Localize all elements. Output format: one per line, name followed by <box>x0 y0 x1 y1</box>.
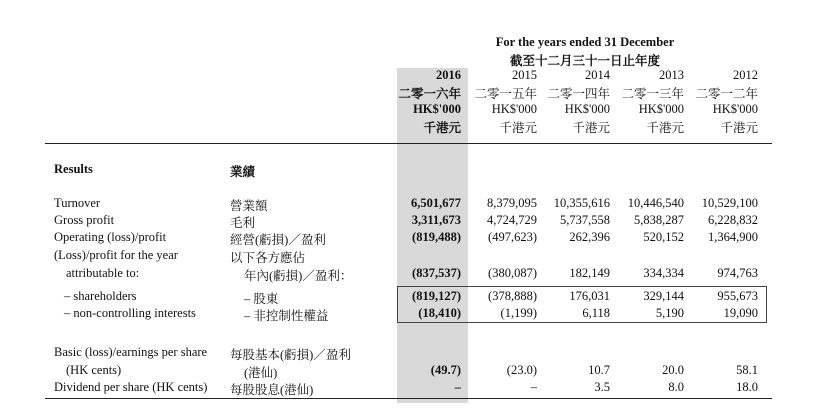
row-label-zh: 以下各方應佔 <box>230 251 306 265</box>
table-cell: 6,118 <box>582 306 610 320</box>
table-cell: (819,127) <box>412 289 461 303</box>
table-cell: 262,396 <box>569 230 610 244</box>
table-cell: (23.0) <box>506 363 537 377</box>
table-cell: 3,311,673 <box>411 213 461 227</box>
table-cell: (1,199) <box>500 306 537 320</box>
column-header-year: 2012 <box>733 68 758 82</box>
row-label-en: – shareholders <box>64 289 137 303</box>
column-header-unit: HK$'000 <box>638 102 684 116</box>
row-label-en: (HK cents) <box>66 363 122 377</box>
table-cell: 8,379,095 <box>487 196 537 210</box>
column-header-unit: HK$'000 <box>712 102 758 116</box>
table-cell: 3.5 <box>594 380 610 394</box>
table-cell: 10,529,100 <box>701 196 758 210</box>
table-cell: (837,537) <box>412 266 461 280</box>
column-header-year: 2016 <box>436 68 461 82</box>
table-cell: (378,888) <box>488 289 537 303</box>
row-label-zh: – 非控制性權益 <box>244 309 329 323</box>
table-cell: (497,623) <box>488 230 537 244</box>
table-cell: (819,488) <box>412 230 461 244</box>
table-cell: 334,334 <box>643 266 684 280</box>
attributable-breakdown-box <box>397 286 767 323</box>
period-heading-en: For the years ended 31 December <box>495 35 675 49</box>
column-header-unit: HK$'000 <box>413 102 461 116</box>
table-cell: (49.7) <box>430 363 461 377</box>
column-header-unit-zh: 千港元 <box>572 121 610 135</box>
section-title-zh: 業績 <box>230 165 256 179</box>
table-cell: 5,838,287 <box>634 213 684 227</box>
section-title-en: Results <box>54 162 93 176</box>
column-header-year-zh: 二零一四年 <box>547 87 610 101</box>
column-header-year-zh: 二零一二年 <box>695 87 758 101</box>
table-cell: 10,355,616 <box>553 196 610 210</box>
table-cell: 6,501,677 <box>411 196 461 210</box>
column-header-unit: HK$'000 <box>491 102 537 116</box>
row-label-en: Gross profit <box>54 213 115 227</box>
row-label-zh: (港仙) <box>244 366 278 380</box>
row-label-en: Basic (loss)/earnings per share <box>54 345 208 359</box>
column-header-unit-zh: 千港元 <box>720 121 758 135</box>
table-cell: 974,763 <box>717 266 758 280</box>
table-cell: 8.0 <box>668 380 684 394</box>
row-label-en: – non-controlling interests <box>64 306 196 320</box>
table-cell: – <box>530 380 537 394</box>
column-header-year: 2014 <box>585 68 610 82</box>
table-cell: 18.0 <box>736 380 758 394</box>
table-cell: 5,190 <box>655 306 684 320</box>
column-header-year-zh: 二零一三年 <box>621 87 684 101</box>
row-label-en: Operating (loss)/profit <box>54 230 167 244</box>
column-header-unit-zh: 千港元 <box>646 121 684 135</box>
table-cell: 182,149 <box>569 266 610 280</box>
column-header-unit-zh: 千港元 <box>423 121 461 135</box>
row-label-zh: 毛利 <box>230 216 256 230</box>
row-label-zh: 每股基本(虧損)／盈利 <box>230 348 351 362</box>
row-label-en: Turnover <box>54 196 101 210</box>
column-header-year-zh: 二零一五年 <box>474 87 537 101</box>
column-header-unit-zh: 千港元 <box>499 121 537 135</box>
bottom-rule <box>45 398 772 399</box>
column-header-year: 2015 <box>512 68 537 82</box>
table-cell: 58.1 <box>736 363 758 377</box>
table-cell: 5,737,558 <box>560 213 610 227</box>
table-cell: 10.7 <box>588 363 610 377</box>
header-rule <box>45 143 772 144</box>
row-label-en: Dividend per share (HK cents) <box>54 380 208 394</box>
period-heading-zh: 截至十二月三十一日止年度 <box>509 54 660 68</box>
row-label-zh: – 股東 <box>244 292 279 306</box>
table-cell: 520,152 <box>643 230 684 244</box>
row-label-zh: 年內(虧損)／盈利： <box>244 269 353 283</box>
table-cell: (380,087) <box>488 266 537 280</box>
table-cell: 176,031 <box>569 289 610 303</box>
row-label-zh: 每股股息(港仙) <box>230 383 314 397</box>
table-cell: 10,446,540 <box>627 196 684 210</box>
row-label-zh: 營業額 <box>230 199 268 213</box>
table-cell: 19,090 <box>723 306 758 320</box>
table-cell: 1,364,900 <box>708 230 758 244</box>
row-label-zh: 經營(虧損)／盈利 <box>230 233 326 247</box>
column-header-unit: HK$'000 <box>564 102 610 116</box>
table-cell: 329,144 <box>643 289 684 303</box>
table-cell: – <box>454 380 461 394</box>
table-cell: 6,228,832 <box>708 213 758 227</box>
table-cell: (18,410) <box>418 306 461 320</box>
row-label-en: (Loss)/profit for the year <box>54 248 178 262</box>
table-cell: 955,673 <box>717 289 758 303</box>
table-cell: 20.0 <box>662 363 684 377</box>
table-cell: 4,724,729 <box>487 213 537 227</box>
column-header-year: 2013 <box>659 68 684 82</box>
column-header-year-zh: 二零一六年 <box>398 87 461 101</box>
row-label-en: attributable to: <box>66 266 140 280</box>
